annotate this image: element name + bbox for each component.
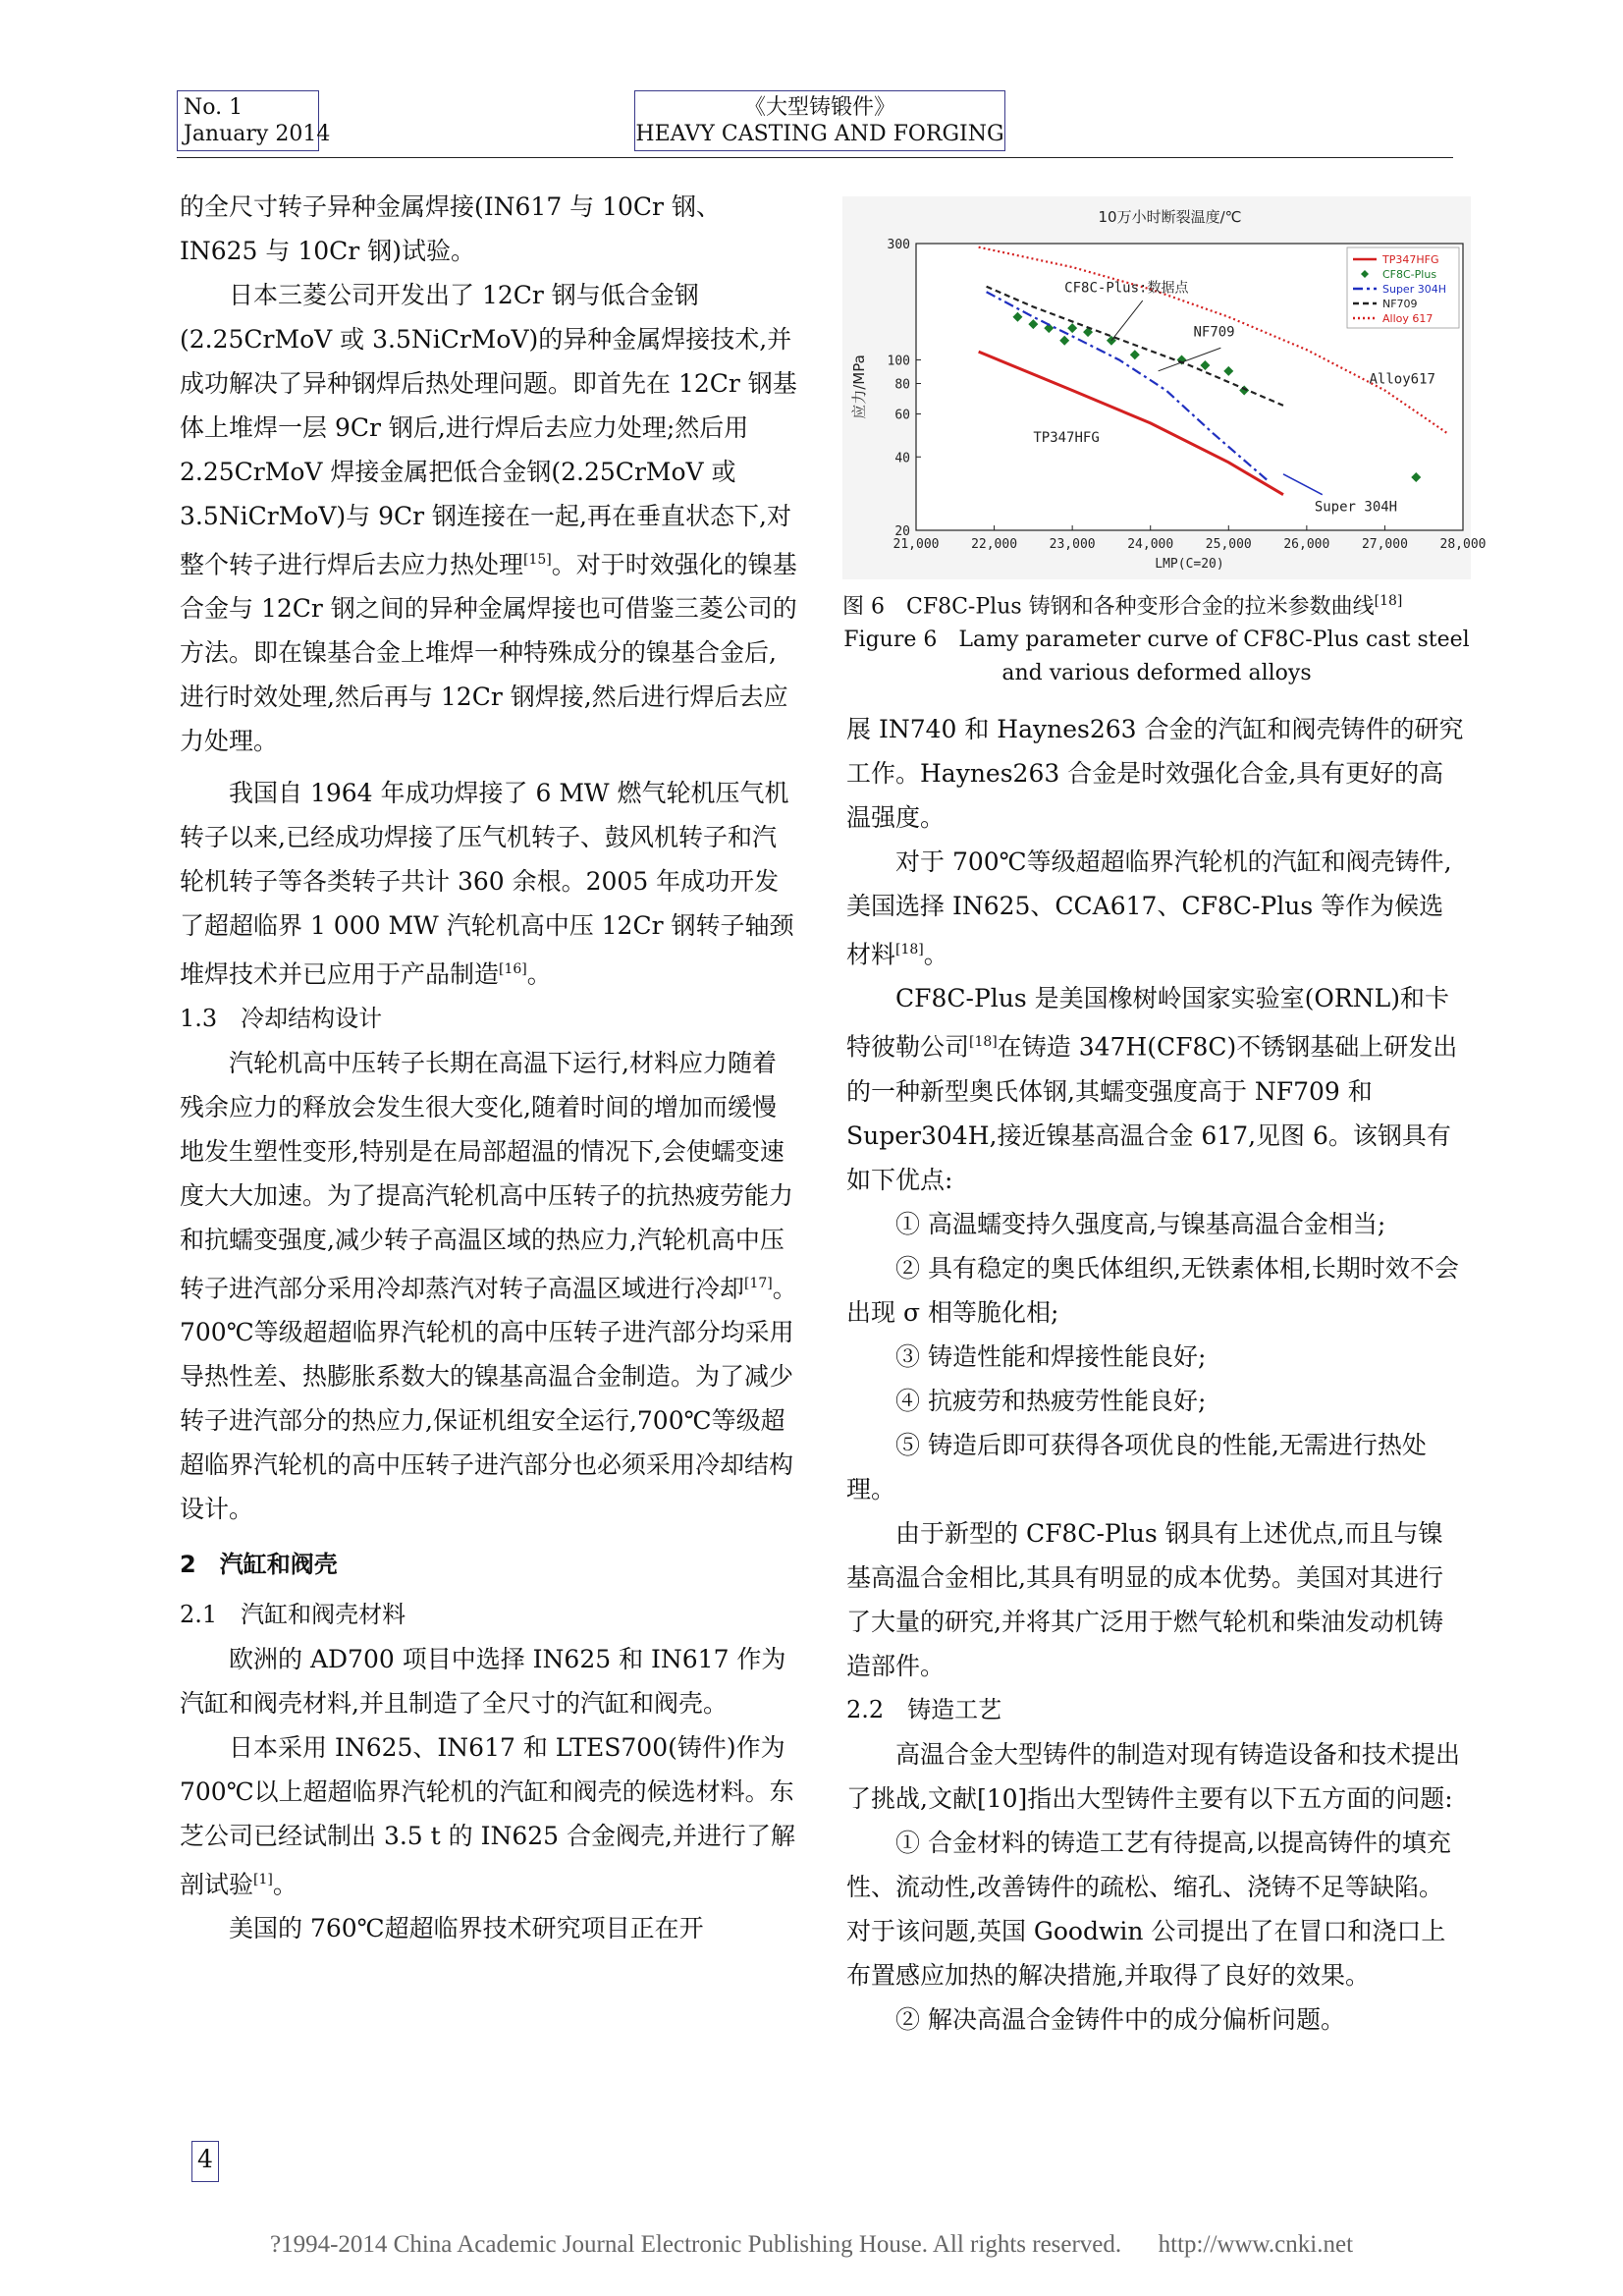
y-tick-label: 80	[894, 377, 910, 393]
advantage-item-1: ① 高温蠕变持久强度高,与镍基高温合金相当;	[895, 1209, 1386, 1238]
advantage-item-3: ③ 铸造性能和焊接性能良好;	[895, 1341, 1207, 1371]
right-column	[846, 707, 1465, 2042]
journal-title-cn: 《大型铸锻件》	[743, 95, 895, 120]
ref-15[interactable]: [15]	[523, 552, 552, 568]
issue-date: January 2014	[184, 122, 331, 146]
x-tick-label: 23,000	[1049, 537, 1096, 552]
x-tick-label: 25,000	[1205, 537, 1252, 552]
left-paragraph-5: 欧洲的 AD700 项目中选择 IN625 和 IN617 作为汽缸和阀壳材料,并且制造了全尺寸的汽缸和阀壳。	[180, 1644, 786, 1718]
y-tick-label: 40	[894, 451, 910, 466]
y-tick-label: 100	[887, 354, 910, 369]
right-paragraph-1: 展 IN740 和 Haynes263 合金的汽缸和阀壳铸件的研究工作。Haynes263 合金是时效强化合金,具有更好的高温强度。	[846, 715, 1464, 832]
ref-16[interactable]: [16]	[499, 961, 527, 978]
x-tick-label: 21,000	[893, 537, 940, 552]
caption-en: Figure 6 Lamy parameter curve of CF8C-Plus cast steel	[843, 628, 1470, 653]
left-paragraph-2: 日本三菱公司开发出了 12Cr 钢与低合金钢(2.25CrMoV 或 3.5NiCrMoV)的异种金属焊接技术,并成功解决了异种钢焊后热处理问题。即首先在 12Cr 钢基体上堆焊一层 9Cr 钢后,进行焊后去应力处理;然后用 2.25CrMoV 焊接金属把低合金钢(2.25CrMoV 或 3.5NiCrMoV)与 9Cr 钢连接在一起,再在垂直状态下,对整个转子进行焊后去应力热处理[15]。对于时效强化的镍基合金与 12Cr 钢之间的异种金属焊接也可借鉴三菱公司的方法。即在镍基合金上堆焊一种特殊成分的镍基合金后,进行时效处理,然后再与 12Cr 钢焊接,然后进行焊后去应力处理。	[180, 281, 797, 756]
legend-label: Alloy 617	[1382, 312, 1434, 325]
left-paragraph-1: 的全尺寸转子异种金属焊接(IN617 与 10Cr 钢、IN625 与 10Cr 钢)试验。	[180, 192, 721, 265]
footer	[0, 2231, 1623, 2259]
chart-svg	[842, 196, 1487, 579]
right-paragraph-5: 高温合金大型铸件的制造对现有铸造设备和技术提出了挑战,文献[10]指出大型铸件主要有以下五方面的问题:	[846, 1739, 1461, 1813]
legend-label: CF8C-Plus	[1382, 268, 1437, 281]
footer-url[interactable]: http://www.cnki.net	[1158, 2231, 1354, 2258]
footer-copyright: ?1994-2014 China Academic Journal Electronic Publishing House. All rights reserved.	[269, 2231, 1122, 2258]
x-tick-label: 22,000	[971, 537, 1018, 552]
y-axis-label: 应力/MPa	[850, 355, 868, 419]
x-tick-label: 26,000	[1283, 537, 1330, 552]
left-paragraph-6: 日本采用 IN625、IN617 和 LTES700(铸件)作为 700℃以上超超临界汽轮机的汽缸和阀壳的候选材料。东芝公司已经试制出 3.5 t 的 IN625 合金阀壳,并进行了解剖试验[1]。	[180, 1732, 795, 1899]
right-paragraph-3: CF8C-Plus 是美国橡树岭国家实验室(ORNL)和卡特彼勒公司[18]在铸造 347H(CF8C)不锈钢基础上研发出的一种新型奥氏体钢,其蠕变强度高于 NF709 和 Super304H,接近镍基高温合金 617,见图 6。该钢具有如下优点:	[846, 984, 1458, 1194]
x-axis-label: LMP(C=20)	[1155, 557, 1224, 572]
figure-6-chart	[842, 196, 1487, 579]
ref-10[interactable]: [10]	[976, 1783, 1028, 1813]
ref-17[interactable]: [17]	[744, 1275, 773, 1291]
chart-annotation: NF709	[1193, 324, 1235, 341]
legend-label: TP347HFG	[1382, 253, 1439, 266]
x-tick-label: 24,000	[1127, 537, 1174, 552]
y-tick-label: 20	[894, 524, 910, 539]
left-paragraph-3: 我国自 1964 年成功焊接了 6 MW 燃气轮机压气机转子以来,已经成功焊接了压气机转子、鼓风机转子和汽轮机转子等各类转子共计 360 余根。2005 年成功开发了超超临界 1 000 MW 汽轮机高中压 12Cr 钢转子轴颈堆焊技术并已应用于产品制造[16]。	[180, 779, 794, 989]
ref-1[interactable]: [1]	[253, 1871, 273, 1887]
caption-en-2: and various deformed alloys	[1001, 661, 1312, 686]
journal-title-en: HEAVY CASTING AND FORGING	[635, 122, 1004, 146]
advantage-item-2: ② 具有稳定的奥氏体组织,无铁素体相,长期时效不会出现 σ 相等脆化相;	[846, 1253, 1459, 1327]
ref-18-caption[interactable]: [18]	[1374, 593, 1403, 609]
header-journal	[634, 94, 1005, 147]
right-paragraph-2: 对于 700℃等级超超临界汽轮机的汽缸和阀壳铸件,美国选择 IN625、CCA617、CF8C-Plus 等作为候选材料[18]。	[846, 847, 1452, 969]
section-1-3-heading: 1.3 冷却结构设计	[180, 1004, 383, 1032]
y-tick-label: 300	[887, 238, 910, 252]
caption-cn: 图 6 CF8C-Plus 铸钢和各种变形合金的拉米参数曲线[18]	[842, 593, 1403, 620]
section-2-1-heading: 2.1 汽缸和阀壳材料	[180, 1600, 406, 1628]
ref-18-b[interactable]: [18]	[969, 1034, 998, 1051]
left-column	[180, 185, 798, 1950]
chart-annotation: Alloy617	[1369, 371, 1435, 388]
legend-label: NF709	[1382, 298, 1418, 310]
x-tick-label: 27,000	[1361, 537, 1408, 552]
chart-annotation: CF8C-Plus:数据点	[1064, 280, 1189, 297]
right-paragraph-4: 由于新型的 CF8C-Plus 钢具有上述优点,而且与镍基高温合金相比,其具有明显的成本优势。美国对其进行了大量的研究,并将其广泛用于燃气轮机和柴油发动机铸造部件。	[846, 1518, 1443, 1680]
right-paragraph-7: ② 解决高温合金铸件中的成分偏析问题。	[895, 2004, 1345, 2034]
header-issue	[184, 94, 330, 147]
advantage-item-4: ④ 抗疲劳和热疲劳性能良好;	[895, 1386, 1207, 1415]
chart-title: 10万小时断裂温度/℃	[1098, 208, 1242, 226]
section-2-2-heading: 2.2 铸造工艺	[846, 1695, 1002, 1723]
chart-annotation: Super 304H	[1314, 499, 1398, 516]
advantage-item-5: ⑤ 铸造后即可获得各项优良的性能,无需进行热处理。	[846, 1430, 1427, 1503]
left-paragraph-4: 汽轮机高中压转子长期在高温下运行,材料应力随着残余应力的释放会发生很大变化,随着时间的增加而缓慢地发生塑性变形,特别是在局部超温的情况下,会使蠕变速度大大加速。为了提高汽轮机高中压转子的抗热疲劳能力和抗蠕变强度,减少转子高温区域的热应力,汽轮机高中压转子进汽部分采用冷却蒸汽对转子高温区域进行冷却[17]。700℃等级超超临界汽轮机的高中压转子进汽部分均采用导热性差、热膨胀系数大的镍基高温合金制造。为了减少转子进汽部分的热应力,保证机组安全运行,700℃等级超超临界汽轮机的高中压转子进汽部分也必须采用冷却结构设计。	[180, 1048, 797, 1523]
legend-label: Super 304H	[1382, 283, 1446, 296]
ref-18-a[interactable]: [18]	[895, 942, 924, 957]
section-2-heading: 2 汽缸和阀壳	[180, 1550, 338, 1578]
page-number: 4	[197, 2145, 213, 2173]
header-rule	[177, 157, 1453, 158]
y-tick-label: 60	[894, 408, 910, 423]
left-paragraph-7: 美国的 760℃超超临界技术研究项目正在开	[229, 1914, 704, 1943]
issue-number: No. 1	[184, 95, 243, 120]
x-tick-label: 28,000	[1439, 537, 1487, 552]
right-paragraph-6: ① 合金材料的铸造工艺有待提高,以提高铸件的填充性、流动性,改善铸件的疏松、缩孔、浇铸不足等缺陷。对于该问题,英国 Goodwin 公司提出了在冒口和浇口上布置感应加热的解决措施,并取得了良好的效果。	[846, 1828, 1451, 1990]
figure-6-caption	[842, 584, 1471, 690]
chart-annotation: TP347HFG	[1033, 430, 1100, 447]
